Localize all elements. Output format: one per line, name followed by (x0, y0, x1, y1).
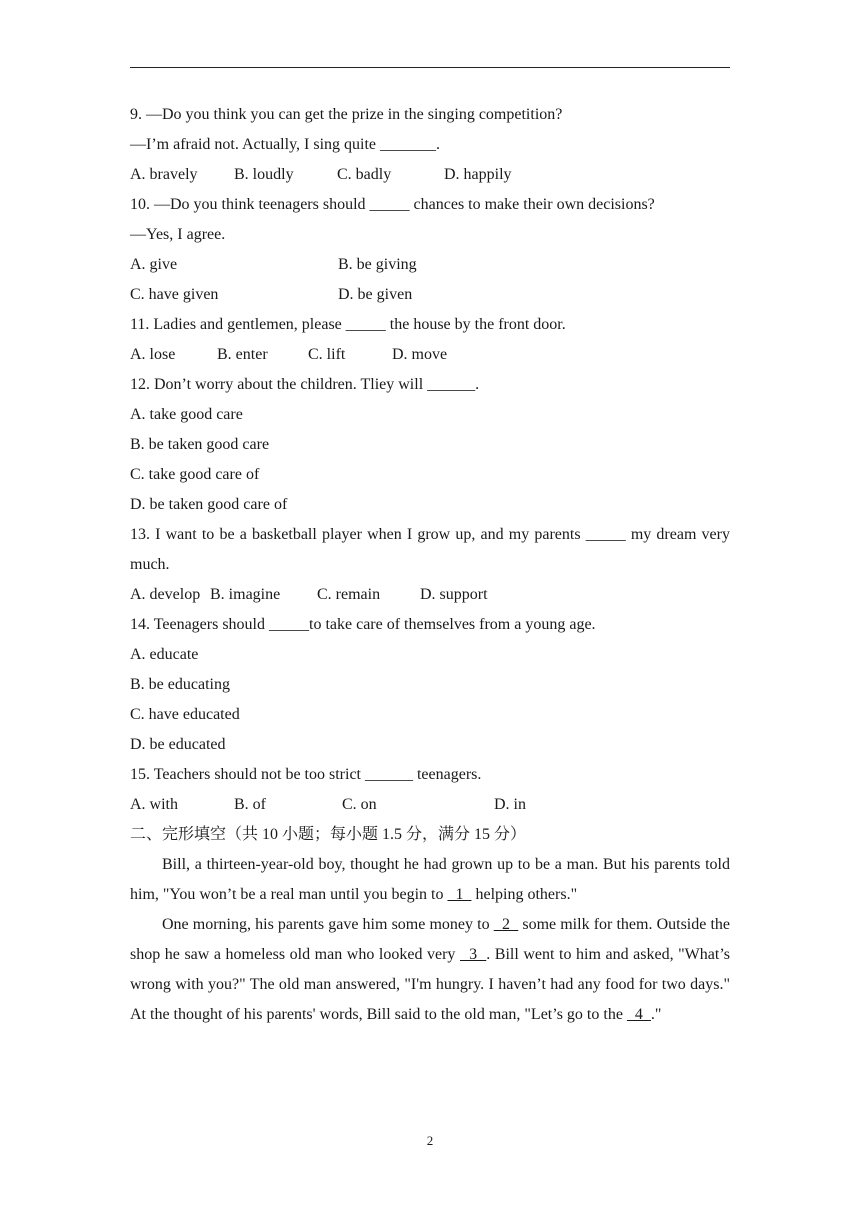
question-10-stem: 10. —Do you think teenagers should _____ chances to make their own decisions? (130, 196, 655, 213)
option-d: D. support (420, 586, 488, 603)
header-rule (130, 67, 730, 68)
option-c: C. remain (317, 586, 381, 603)
question-12-option-b: B. be taken good care (130, 436, 270, 453)
question-10-reply: —Yes, I agree. (130, 226, 226, 243)
question-14-stem: 14. Teenagers should _____to take care of themselves from a young age. (130, 616, 596, 633)
option-a: A. develop (130, 586, 201, 603)
question-14-option-c: C. have educated (130, 706, 240, 723)
option-c: C. lift (308, 346, 346, 363)
question-9-blank: _______ (380, 136, 437, 153)
option-a: A. give (130, 256, 178, 273)
question-13-stem: 13. I want to be a basketball player when I grow up, and my parents _____ my dream very much. (130, 526, 730, 573)
option-b: B. be giving (338, 256, 417, 273)
cloze-blank-3: 3 (460, 946, 487, 963)
question-14-blank: _____ (269, 616, 309, 633)
question-12-option-a: A. take good care (130, 406, 243, 423)
option-c: C. have given (130, 286, 219, 303)
question-9-stem: 9. —Do you think you can get the prize in the singing competition? (130, 106, 563, 123)
question-15-stem: 15. Teachers should not be too strict ______ teenagers. (130, 766, 482, 783)
question-12-blank: ______ (427, 376, 476, 393)
option-d: D. be given (338, 286, 413, 303)
question-14-option-d: D. be educated (130, 736, 226, 753)
question-11-stem: 11. Ladies and gentlemen, please _____ the house by the front door. (130, 316, 566, 333)
section-heading: 二、完形填空（共 10 小题；每小题 1.5 分，满分 15 分） (130, 826, 527, 843)
question-10-options-row2 (130, 280, 730, 310)
option-b: B. loudly (234, 166, 294, 183)
question-14-option-a: A. educate (130, 646, 199, 663)
question-9-reply: —I’m afraid not. Actually, I sing quite _______. (130, 136, 441, 153)
passage-paragraph-2: One morning, his parents gave him some money to 2 some milk for them. Outside the shop he saw a homeless old man who looked very 3 . Bill went to him and asked, "What’s wrong with you?" The old man answered, "I'm hungry. I haven’t had any food for two days." At the thought of his parents' words, Bill said to the old man, "Let’s go to the 4 ." (130, 916, 731, 1023)
option-b: B. enter (217, 346, 268, 363)
option-d: D. happily (444, 166, 512, 183)
option-a: A. lose (130, 346, 176, 363)
question-12-option-d: D. be taken good care of (130, 496, 288, 513)
question-12-stem: 12. Don’t worry about the children. Tliey will ______. (130, 376, 480, 393)
option-c: C. on (342, 796, 377, 813)
question-15-options (130, 790, 730, 820)
question-13-options (130, 580, 730, 610)
passage-paragraph-1: Bill, a thirteen-year-old boy, thought he had grown up to be a man. But his parents told him, "You won’t be a real man until you begin to 1 helping others." (130, 856, 730, 903)
cloze-blank-1: 1 (447, 886, 472, 903)
question-10-options-row1 (130, 250, 730, 280)
option-d: D. move (392, 346, 448, 363)
option-b: B. of (234, 796, 266, 813)
question-12-option-c: C. take good care of (130, 466, 260, 483)
question-9-options (130, 160, 730, 190)
option-a: A. with (130, 796, 178, 813)
option-a: A. bravely (130, 166, 198, 183)
cloze-blank-2: 2 (493, 916, 519, 933)
question-14-option-b: B. be educating (130, 676, 230, 693)
question-13-blank: _____ (585, 526, 626, 543)
question-11-options (130, 340, 730, 370)
page-content (130, 100, 730, 1030)
question-11-blank: _____ (345, 316, 386, 333)
question-10-blank: _____ (369, 196, 410, 213)
page-number: 2 (426, 1133, 434, 1148)
cloze-blank-4: 4 (626, 1006, 651, 1023)
option-d: D. in (494, 796, 526, 813)
option-c: C. badly (337, 166, 392, 183)
question-15-blank: ______ (364, 766, 413, 783)
option-b: B. imagine (210, 586, 281, 603)
